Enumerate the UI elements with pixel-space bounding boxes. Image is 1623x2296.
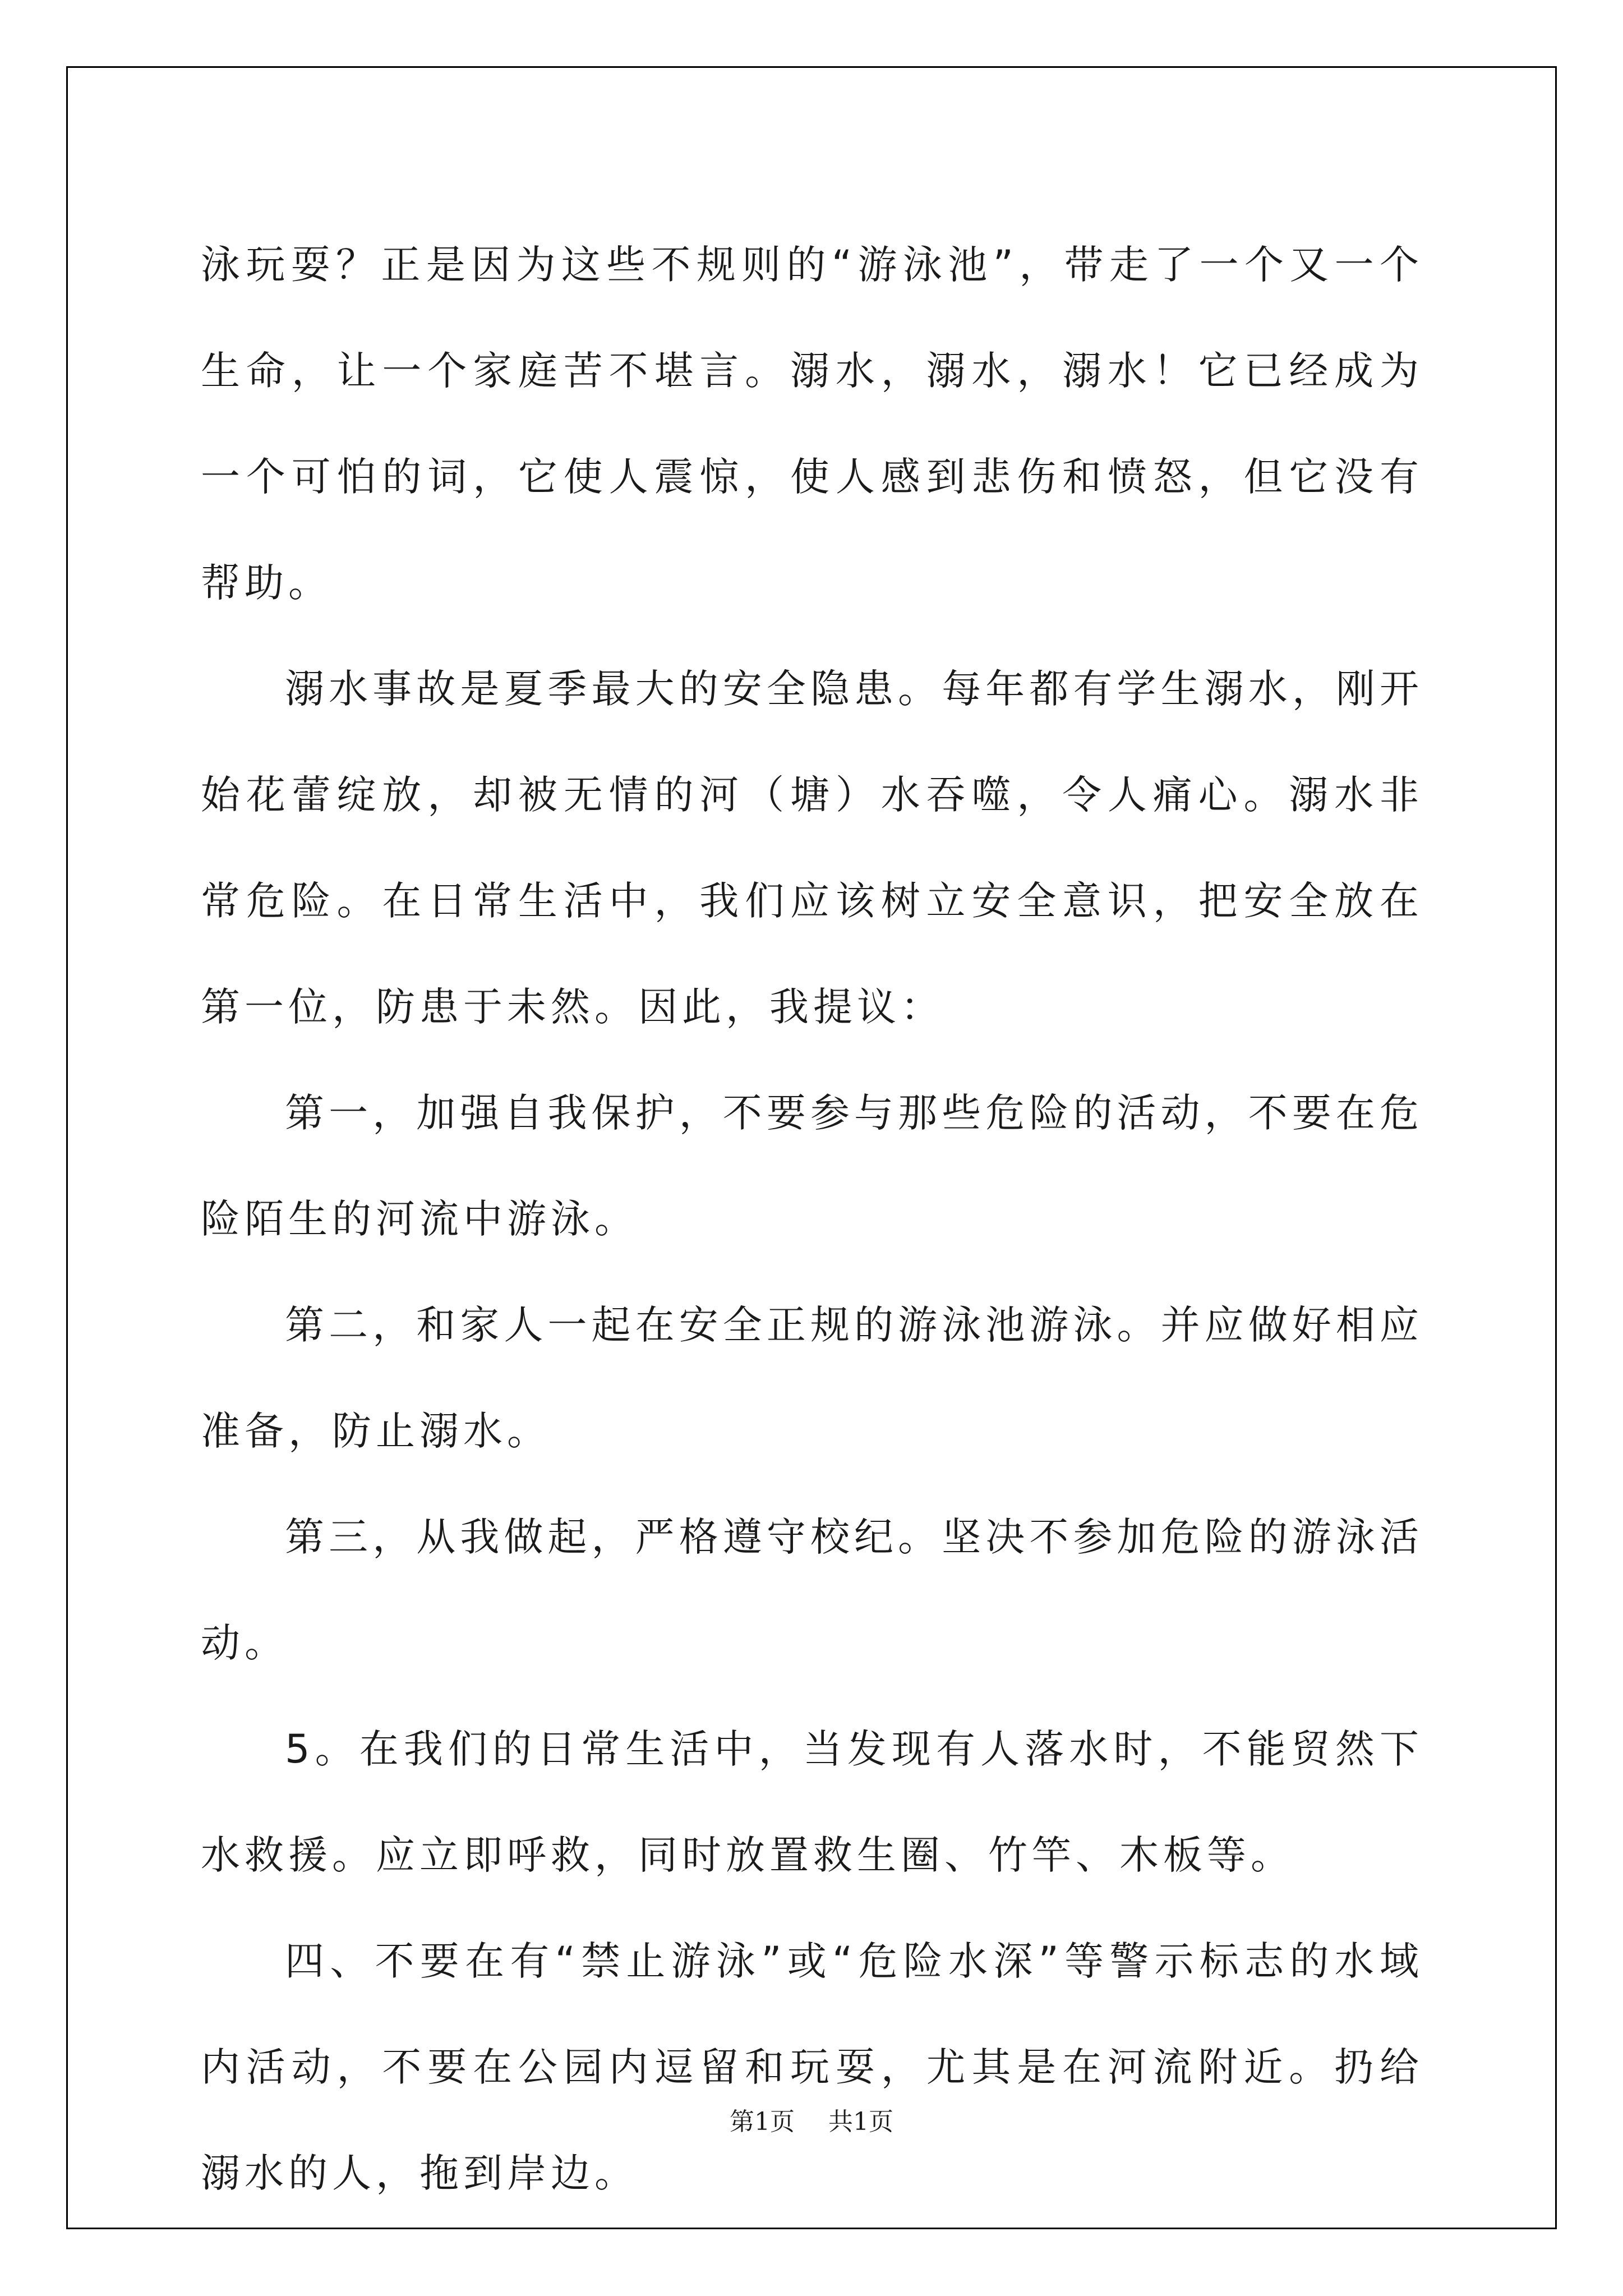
paragraph-6: 5。在我们的日常生活中，当发现有人落水时，不能贸然下水救援。应立即呼救，同时放置救生圈、竹竿、木板等。 xyxy=(201,1726,1423,1878)
page-footer xyxy=(0,2101,1623,2137)
paragraph-4: 第二，和家人一起在安全正规的游泳池游泳。并应做好相应准备，防止溺水。 xyxy=(201,1302,1423,1454)
document-body xyxy=(201,212,1423,2226)
paragraph-7: 四、不要在有“禁止游泳”或“危险水深”等警示标志的水域内活动，不要在公园内逗留和玩耍，尤其是在河流附近。扔给溺水的人，拖到岸边。 xyxy=(201,1938,1423,2196)
paragraph-3: 第一，加强自我保护，不要参与那些危险的活动，不要在危险陌生的河流中游泳。 xyxy=(201,1090,1423,1242)
page-number-total: 共1页 xyxy=(828,2108,893,2136)
paragraph-5: 第三，从我做起，严格遵守校纪。坚决不参加危险的游泳活动。 xyxy=(201,1514,1423,1666)
page-number-current: 第1页 xyxy=(730,2108,795,2136)
paragraph-2: 溺水事故是夏季最大的安全隐患。每年都有学生溺水，刚开始花蕾绽放，却被无情的河（塘）水吞噬，令人痛心。溺水非常危险。在日常生活中，我们应该树立安全意识，把安全放在第一位，防患于未然。因此，我提议： xyxy=(201,666,1423,1030)
paragraph-1: 泳玩耍？正是因为这些不规则的“游泳池”，带走了一个又一个生命，让一个家庭苦不堪言。溺水，溺水，溺水！它已经成为一个可怕的词，它使人震惊，使人感到悲伤和愤怒，但它没有帮助。 xyxy=(201,242,1423,606)
